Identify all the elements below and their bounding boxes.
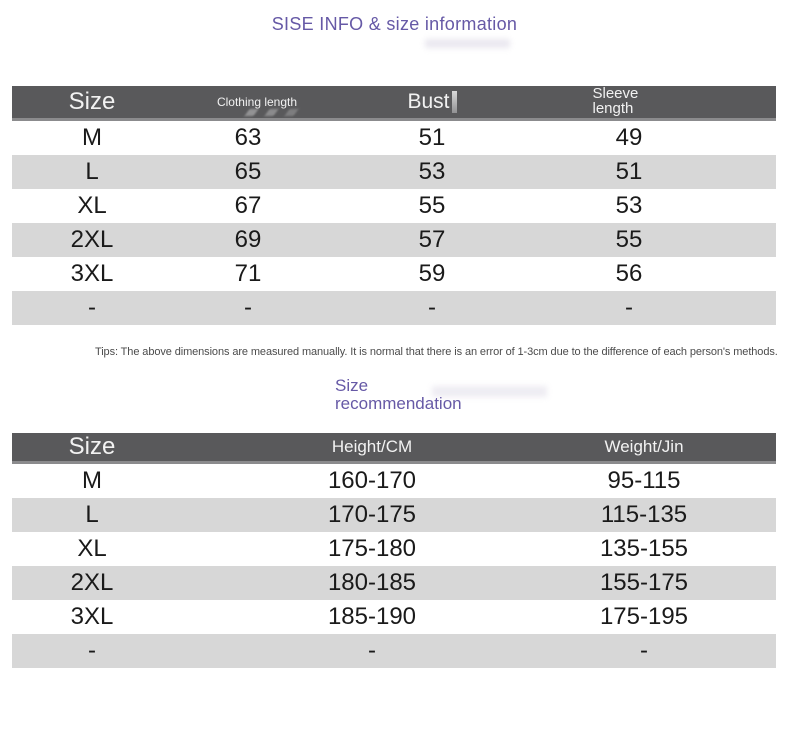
height-cell: 160-170: [172, 463, 542, 499]
bust-cell: -: [342, 291, 542, 325]
sleeve-length-cell: 55: [542, 223, 776, 257]
size-cell: 3XL: [12, 257, 172, 291]
col-header-bust: Bust: [342, 86, 542, 120]
recommendation-row: [12, 600, 776, 634]
bust-cell: 55: [342, 189, 542, 223]
height-cell: 170-175: [172, 498, 542, 532]
size-info-table: [12, 86, 776, 325]
text-cursor-artifact: [452, 91, 457, 113]
col-header-sleeve-length: Sleeve length: [542, 86, 776, 120]
sleeve-length-cell: 56: [542, 257, 776, 291]
col-header-size: Size: [12, 433, 172, 463]
size-table-header-row: [12, 86, 776, 120]
col-header-clothing-length: Clothing length: [172, 86, 342, 120]
size-cell: -: [12, 291, 172, 325]
height-cell: -: [172, 634, 542, 668]
weight-cell: 155-175: [542, 566, 776, 600]
height-cell: 175-180: [172, 532, 542, 566]
measurement-tips-note: Tips: The above dimensions are measured manually. It is normal that there is an error of 1-3cm due to the difference of each person's methods.: [95, 346, 778, 358]
recommendation-row: [12, 634, 776, 668]
sleeve-length-cell: 49: [542, 120, 776, 156]
size-cell: -: [12, 634, 172, 668]
size-table-row: [12, 155, 776, 189]
clothing-length-cell: 69: [172, 223, 342, 257]
sleeve-length-cell: 51: [542, 155, 776, 189]
height-cell: 185-190: [172, 600, 542, 634]
size-table-row: [12, 223, 776, 257]
size-cell: 2XL: [12, 566, 172, 600]
bust-cell: 51: [342, 120, 542, 156]
size-cell: XL: [12, 189, 172, 223]
page-title: SISE INFO & size information: [271, 14, 518, 34]
recommendation-row: [12, 463, 776, 499]
clothing-length-cell: 67: [172, 189, 342, 223]
col-header-weight: Weight/Jin: [542, 433, 776, 463]
weight-cell: 135-155: [542, 532, 776, 566]
weight-cell: 95-115: [542, 463, 776, 499]
blurred-text-artifact: [425, 39, 510, 48]
blurred-text-artifact: [244, 109, 258, 116]
sleeve-length-cell: -: [542, 291, 776, 325]
bust-cell: 57: [342, 223, 542, 257]
clothing-length-cell: 71: [172, 257, 342, 291]
recommendation-row: [12, 498, 776, 532]
size-cell: XL: [12, 532, 172, 566]
size-table-row: [12, 120, 776, 156]
clothing-length-cell: 65: [172, 155, 342, 189]
size-table-row: [12, 291, 776, 325]
size-table-row: [12, 257, 776, 291]
recommendation-subtitle: Size recommendation: [335, 376, 462, 413]
size-cell: L: [12, 155, 172, 189]
weight-cell: 115-135: [542, 498, 776, 532]
height-cell: 180-185: [172, 566, 542, 600]
recommendation-header-row: [12, 433, 776, 463]
sleeve-length-cell: 53: [542, 189, 776, 223]
bust-cell: 53: [342, 155, 542, 189]
size-recommendation-table: [12, 433, 776, 668]
blurred-text-artifact: [432, 386, 547, 397]
weight-cell: 175-195: [542, 600, 776, 634]
size-cell: 3XL: [12, 600, 172, 634]
weight-cell: -: [542, 634, 776, 668]
size-cell: M: [12, 463, 172, 499]
bust-cell: 59: [342, 257, 542, 291]
size-cell: L: [12, 498, 172, 532]
recommendation-row: [12, 566, 776, 600]
size-table-row: [12, 189, 776, 223]
col-header-size: Size: [12, 86, 172, 120]
col-header-height: Height/CM: [172, 433, 542, 463]
recommendation-row: [12, 532, 776, 566]
size-cell: 2XL: [12, 223, 172, 257]
clothing-length-cell: -: [172, 291, 342, 325]
size-cell: M: [12, 120, 172, 156]
clothing-length-cell: 63: [172, 120, 342, 156]
